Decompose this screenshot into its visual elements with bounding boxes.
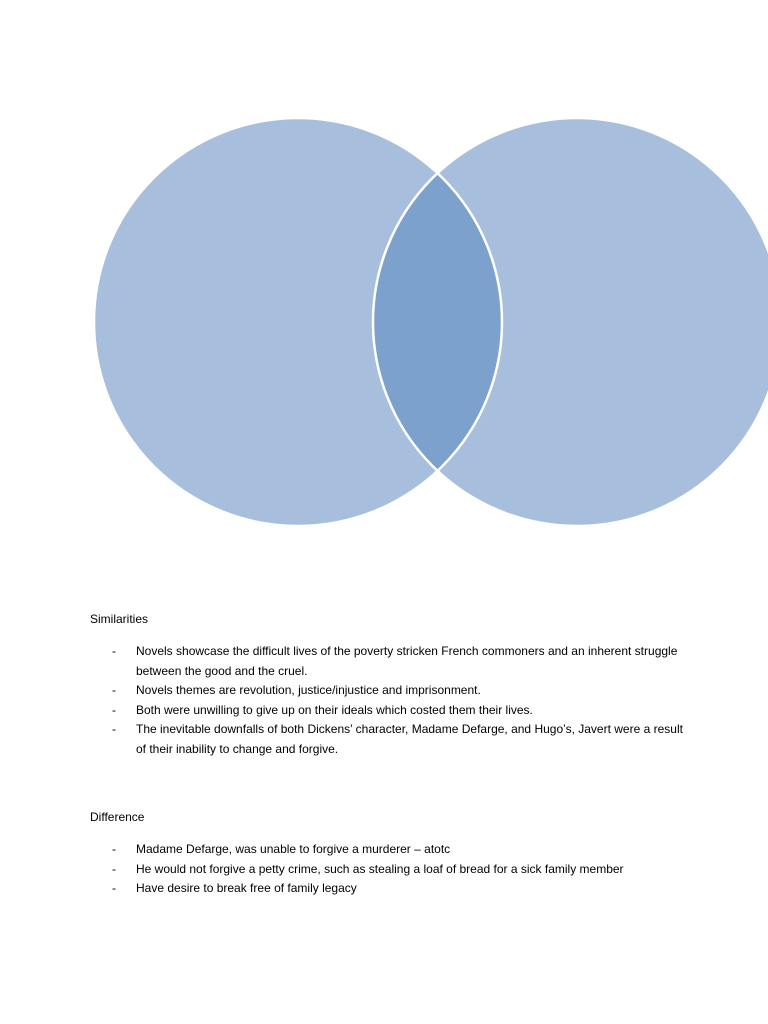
list-item-text: Madame Defarge, was unable to forgive a murderer – atotc	[136, 842, 451, 856]
list-item	[112, 720, 692, 759]
list-item-text: He would not forgive a petty crime, such as stealing a loaf of bread for a sick family member	[136, 861, 624, 876]
list-item	[112, 701, 692, 721]
list-item	[112, 840, 692, 860]
list-item	[112, 860, 692, 880]
list-item	[112, 681, 692, 701]
bullet-dash: -	[112, 861, 116, 876]
bullet-dash: -	[112, 842, 116, 856]
list-item	[112, 879, 692, 899]
bullet-dash: -	[112, 683, 116, 697]
list-item-text: Novels themes are revolution, justice/injustice and imprisonment.	[136, 683, 481, 697]
difference-list	[112, 840, 692, 899]
bullet-dash: -	[112, 702, 116, 717]
similarities-list	[112, 642, 692, 759]
bullet-dash: -	[112, 722, 116, 736]
bullet-dash: -	[112, 644, 116, 658]
list-item	[112, 642, 692, 681]
list-item-text: Novels showcase the difficult lives of the poverty stricken French commoners and an inherent struggle between the good and the cruel.	[136, 644, 678, 678]
similarities-heading: Similarities	[90, 612, 149, 626]
list-item-text: The inevitable downfalls of both Dickens’ character, Madame Defarge, and Hugo’s, Javert were a result of their inability to change and forgive.	[136, 722, 683, 756]
difference-heading: Difference	[90, 810, 145, 824]
list-item-text: Have desire to break free of family legacy	[136, 881, 357, 895]
bullet-dash: -	[112, 881, 116, 895]
list-item-text: Both were unwilling to give up on their ideals which costed them their lives.	[136, 702, 533, 717]
